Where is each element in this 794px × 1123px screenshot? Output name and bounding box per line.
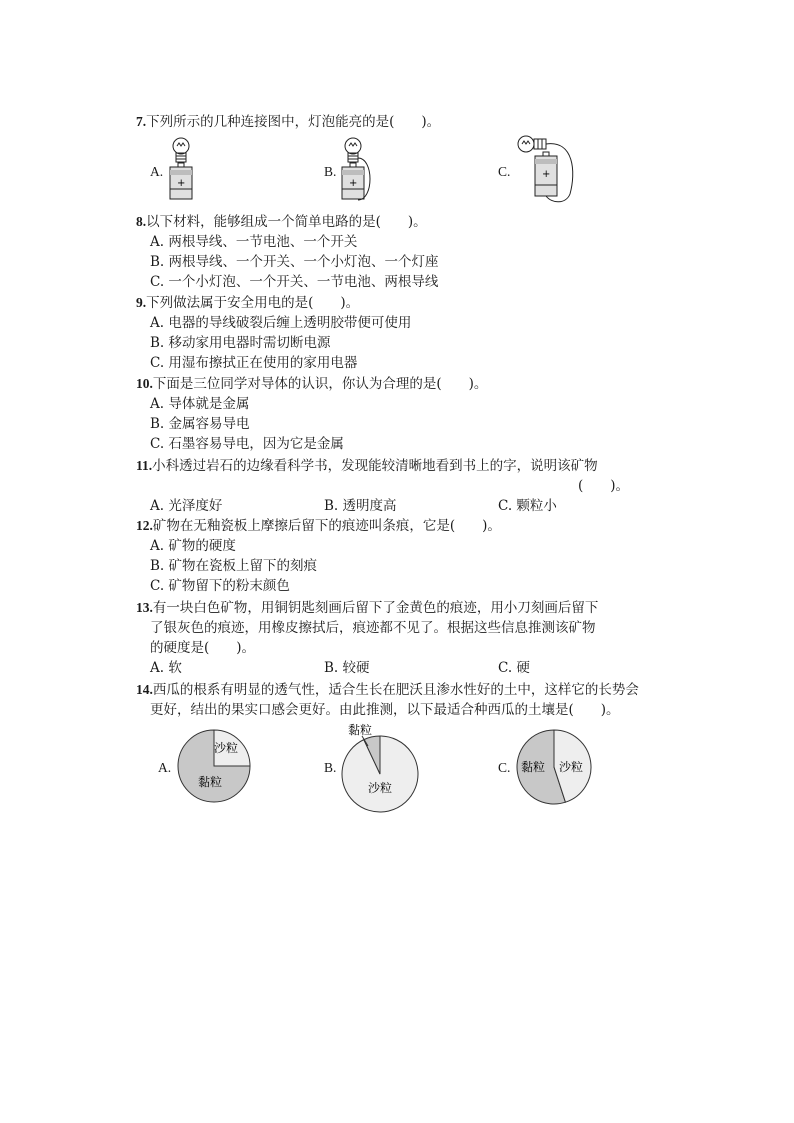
question-number: 14. <box>136 682 153 697</box>
battery-icon <box>535 152 557 196</box>
sand-label: 沙粒 <box>368 781 393 795</box>
option-a[interactable]: A. 光泽度好 <box>150 498 223 514</box>
option-b[interactable]: B. 矿物在瓷板上留下的刻痕 <box>150 558 318 574</box>
question-11 <box>136 456 598 476</box>
option-a[interactable]: A. 电器的导线破裂后缠上透明胶带便可使用 <box>150 315 412 331</box>
option-a-label: A. <box>150 164 164 179</box>
circuit-diagram-c <box>512 132 582 208</box>
question-number: 11. <box>136 458 153 473</box>
question-10 <box>136 374 487 394</box>
circuit-diagram-a <box>162 134 212 204</box>
option-c[interactable]: C. 颗粒小 <box>498 498 557 514</box>
question-7 <box>136 112 440 132</box>
question-text-line: 更好，结出的果实口感会更好。由此推测，以下最适合种西瓜的土壤是( )。 <box>150 702 620 718</box>
option-c-label: C. <box>498 760 511 775</box>
option-a[interactable]: A. 两根导线、一节电池、一个开关 <box>150 234 358 250</box>
option-b[interactable]: B. 移动家用电器时需切断电源 <box>150 335 331 351</box>
soil-pie-chart-c <box>515 728 593 806</box>
battery-icon <box>342 163 364 199</box>
question-text: 小科透过岩石的边缘看科学书，发现能较清晰地看到书上的字，说明该矿物 <box>152 458 598 474</box>
question-9 <box>136 293 359 313</box>
question-text: 下列做法属于安全用电的是( )。 <box>146 295 360 311</box>
option-b[interactable]: B. 较硬 <box>324 660 370 676</box>
battery-icon <box>170 163 192 199</box>
option-c[interactable]: C. 一个小灯泡、一个开关、一节电池、两根导线 <box>150 274 439 290</box>
option-a-label: A. <box>158 760 172 775</box>
sand-label: 沙粒 <box>559 760 584 774</box>
clay-label: 黏粒 <box>348 723 373 737</box>
question-13 <box>136 598 598 618</box>
plus-sign: + <box>177 178 186 189</box>
clay-label: 黏粒 <box>198 775 223 789</box>
sand-label: 沙粒 <box>214 741 239 755</box>
plus-sign: + <box>542 169 551 180</box>
question-text: 矿物在无釉瓷板上摩擦后留下的痕迹叫条痕，它是( )。 <box>152 518 501 534</box>
question-12 <box>136 516 501 536</box>
question-number: 8. <box>136 214 147 229</box>
question-text: 西瓜的根系有明显的透气性，适合生长在肥沃且渗水性好的土中，这样它的长势会 <box>152 682 639 698</box>
option-c[interactable]: C. 矿物留下的粉末颜色 <box>150 578 290 594</box>
soil-pie-chart-b <box>338 718 422 814</box>
light-bulb-icon <box>173 138 189 162</box>
question-text-line: 的硬度是( )。 <box>150 640 256 656</box>
question-text: 以下材料，能够组成一个简单电路的是( )。 <box>146 214 427 230</box>
question-text: 下列所示的几种连接图中，灯泡能亮的是( )。 <box>146 114 441 130</box>
option-c[interactable]: C. 用湿布擦拭正在使用的家用电器 <box>150 355 358 371</box>
answer-blank[interactable]: ( )。 <box>578 478 630 494</box>
option-c-label: C. <box>498 164 511 179</box>
clay-label: 黏粒 <box>521 760 546 774</box>
option-a[interactable]: A. 导体就是金属 <box>150 396 250 412</box>
option-b[interactable]: B. 透明度高 <box>324 498 397 514</box>
option-c[interactable]: C. 石墨容易导电，因为它是金属 <box>150 436 344 452</box>
option-b[interactable]: B. 两根导线、一个开关、一个小灯泡、一个灯座 <box>150 254 439 270</box>
light-bulb-icon <box>518 136 546 152</box>
option-b-label: B. <box>324 164 337 179</box>
option-a[interactable]: A. 矿物的硬度 <box>150 538 236 554</box>
question-text-line: 了银灰色的痕迹，用橡皮擦拭后，痕迹都不见了。根据这些信息推测该矿物 <box>150 620 596 636</box>
question-number: 12. <box>136 518 153 533</box>
question-number: 9. <box>136 295 147 310</box>
question-number: 7. <box>136 114 147 129</box>
option-c[interactable]: C. 硬 <box>498 660 530 676</box>
question-8 <box>136 212 427 232</box>
soil-pie-chart-a <box>176 728 252 804</box>
option-a[interactable]: A. 软 <box>150 660 182 676</box>
option-b[interactable]: B. 金属容易导电 <box>150 416 250 432</box>
question-text: 有一块白色矿物，用铜钥匙刻画后留下了金黄色的痕迹，用小刀刻画后留下 <box>152 600 599 616</box>
plus-sign: + <box>349 178 358 189</box>
circuit-diagram-b <box>334 134 384 204</box>
question-number: 13. <box>136 600 153 615</box>
question-14 <box>136 680 639 700</box>
question-text: 下面是三位同学对导体的认识，你认为合理的是( )。 <box>152 376 488 392</box>
question-number: 10. <box>136 376 153 391</box>
option-b-label: B. <box>324 760 337 775</box>
